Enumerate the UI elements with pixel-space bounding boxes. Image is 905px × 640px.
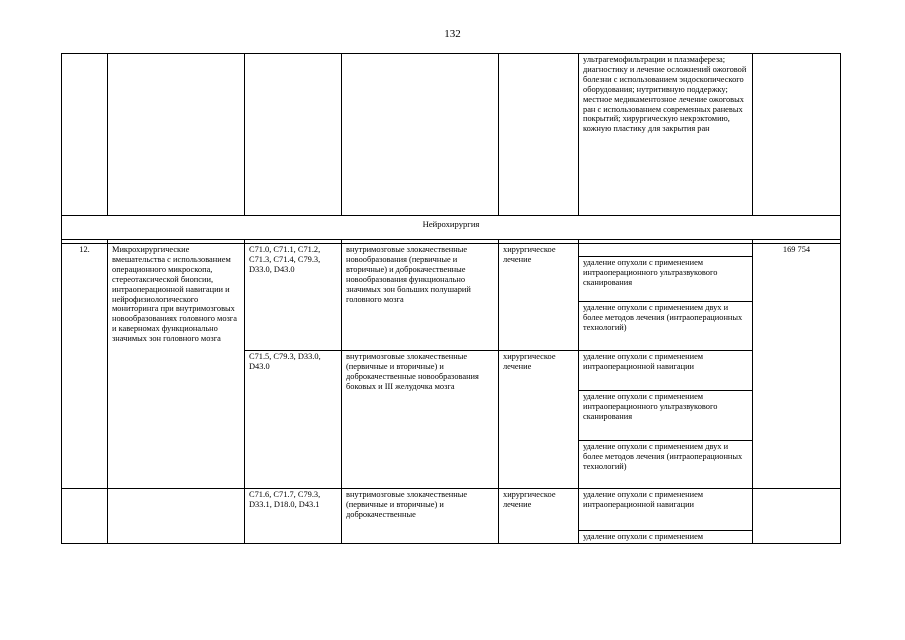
table-row [62, 489, 841, 531]
medical-care-table [61, 53, 841, 544]
continued-row [62, 54, 841, 216]
block1-treatment: хирургическое лечение [499, 244, 579, 351]
section-title: Нейрохирургия [62, 216, 841, 240]
block3-method-2: удаление опухоли с применением [579, 531, 753, 544]
section-row [62, 216, 841, 240]
block3-model: внутримозговые злокачественные (первичные и вторичные) и доброкачественные [342, 489, 499, 544]
continued-methods-cell: ультрагемофильтрации и плазмафереза; диагностику и лечение осложнений ожоговой болезни с использованием эндоскопического оборудования; нутритивную поддержку; местное медикаментозное лечение ожоговых ран с использованием современных раневых покрытий; хирургическую некрэктомию, кожную пластику для закрытия ран [579, 54, 753, 216]
block2-method-3: удаление опухоли с применением двух и более методов лечения (интраоперационных технологий) [579, 441, 753, 489]
block3-number-cell [62, 489, 108, 544]
group-cost: 169 754 [753, 244, 841, 489]
continued-name-cell [108, 54, 245, 216]
page-number: 132 [444, 28, 461, 40]
block3-name-cell [108, 489, 245, 544]
block3-treatment: хирургическое лечение [499, 489, 579, 544]
block2-codes: C71.5, C79.3, D33.0, D43.0 [245, 351, 342, 489]
table-row [62, 244, 841, 257]
group-number: 12. [62, 244, 108, 489]
continued-number-cell [62, 54, 108, 216]
block3-cost-cell [753, 489, 841, 544]
block3-method-1: удаление опухоли с применением интраоперационной навигации [579, 489, 753, 531]
continued-treatment-cell [499, 54, 579, 216]
continued-model-cell [342, 54, 499, 216]
block1-method-3: удаление опухоли с применением двух и более методов лечения (интраоперационных технологий) [579, 302, 753, 351]
block2-method-2: удаление опухоли с применением интраоперационного ультразвукового сканирования [579, 391, 753, 441]
block1-model: внутримозговые злокачественные новообразования (первичные и вторичные) и доброкачественные новообразования функционально значимых зон больших полушарий головного мозга [342, 244, 499, 351]
block1-codes: C71.0, C71.1, C71.2, C71.3, C71.4, C79.3, D33.0, D43.0 [245, 244, 342, 351]
block2-method-1: удаление опухоли с применением интраоперационной навигации [579, 351, 753, 391]
group-name: Микрохирургические вмешательства с использованием операционного микроскопа, стереотаксической биопсии, интраоперационной навигации и нейрофизиологического мониторинга при внутримозговых новообразованиях головного мозга и каверномах функционально значимых зон головного мозга [108, 244, 245, 489]
block2-treatment: хирургическое лечение [499, 351, 579, 489]
block3-codes: C71.6, C71.7, C79.3, D33.1, D18.0, D43.1 [245, 489, 342, 544]
continued-cost-cell [753, 54, 841, 216]
block2-model: внутримозговые злокачественные (первичные и вторичные) и доброкачественные новообразования боковых и III желудочка мозга [342, 351, 499, 489]
continued-codes-cell [245, 54, 342, 216]
block1-method-1 [579, 244, 753, 257]
block1-method-2: удаление опухоли с применением интраоперационного ультразвукового сканирования [579, 257, 753, 302]
